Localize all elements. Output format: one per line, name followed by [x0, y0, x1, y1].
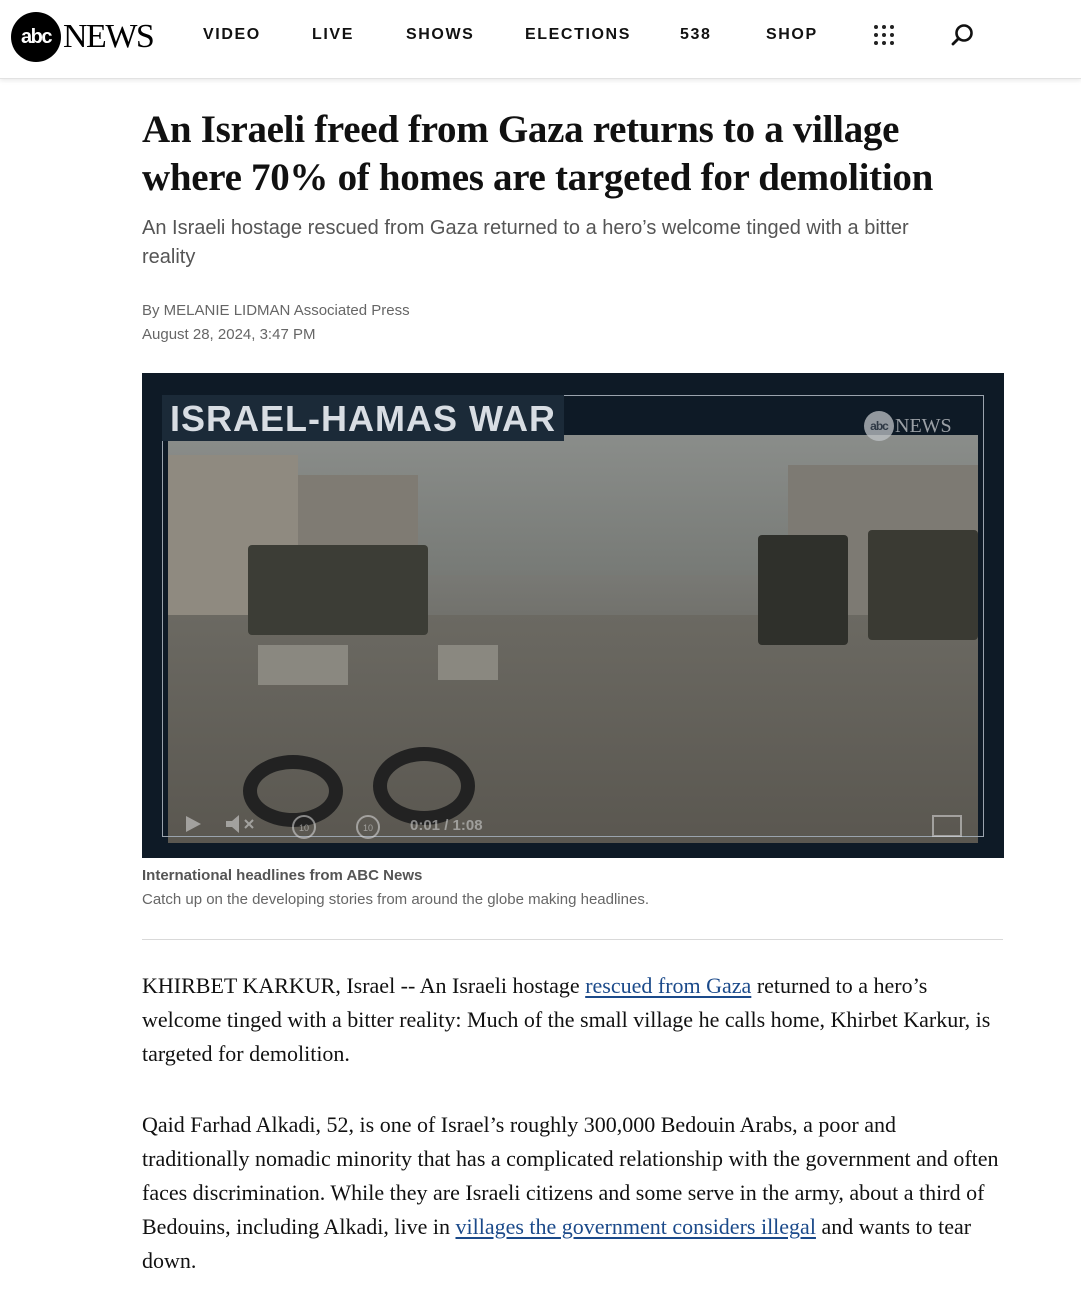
nav-shows[interactable]: SHOWS — [406, 26, 475, 43]
video-controls — [168, 805, 978, 845]
divider — [142, 939, 1003, 940]
link-rescued-from-gaza[interactable]: rescued from Gaza — [585, 973, 752, 998]
svg-text:10: 10 — [298, 823, 310, 833]
link-villages-illegal[interactable]: villages the government considers illegal — [455, 1214, 816, 1239]
logo-wordmark: NEWS — [63, 18, 154, 55]
abc-news-logo[interactable] — [11, 12, 153, 62]
article-headline: An Israeli freed from Gaza returns to a village where 70% of homes are targeted for demolition — [142, 108, 933, 199]
nav-live[interactable]: LIVE — [312, 26, 354, 43]
video-time — [410, 817, 483, 834]
watermark-mark: abc — [864, 411, 894, 441]
time-total: / 1:08 — [444, 817, 483, 834]
play-icon[interactable] — [182, 813, 204, 835]
nav-elections[interactable]: ELECTIONS — [525, 26, 631, 43]
fullscreen-icon[interactable] — [932, 815, 962, 837]
logo-mark: abc — [11, 12, 61, 62]
site-header — [0, 0, 1081, 79]
body-paragraph-1: KHIRBET KARKUR, Israel -- An Israeli hostage rescued from Gaza returned to a hero’s welcome tinged with a bitter reality: Much of the small village he calls home, Khirbet Karkur, is targeted for demolition. — [142, 973, 991, 1066]
video-watermark — [864, 411, 952, 441]
rewind-10-icon[interactable] — [290, 813, 318, 841]
article-date: August 28, 2024, 3:47 PM — [142, 326, 316, 343]
time-current: 0:01 — [410, 817, 441, 834]
video-player[interactable] — [142, 373, 1004, 858]
search-icon[interactable] — [950, 22, 976, 48]
mute-icon[interactable] — [224, 813, 258, 835]
nav-video[interactable]: VIDEO — [203, 26, 261, 43]
video-banner: ISRAEL-HAMAS WAR — [162, 395, 564, 441]
video-border-frame — [162, 395, 984, 837]
svg-text:10: 10 — [362, 823, 374, 833]
nav-538[interactable]: 538 — [680, 26, 712, 43]
article-subhead: An Israeli hostage rescued from Gaza returned to a hero’s welcome tinged with a bitter reality — [142, 217, 909, 268]
nav-shop[interactable]: SHOP — [766, 26, 818, 43]
video-caption-description: Catch up on the developing stories from around the globe making headlines. — [142, 891, 649, 908]
watermark-word: NEWS — [895, 414, 952, 437]
grid-menu-icon[interactable] — [873, 24, 895, 46]
body-paragraph-2: Qaid Farhad Alkadi, 52, is one of Israel’s roughly 300,000 Bedouin Arabs, a poor and traditionally nomadic minority that has a complicated relationship with the government and often faces discrimination. While they are Israeli citizens and some serve in the army, about a third of Bedouins, including Alkadi, live in villages the government considers illegal and wants to tear down. — [142, 1112, 999, 1273]
video-caption-title: International headlines from ABC News — [142, 867, 423, 884]
forward-10-icon[interactable] — [354, 813, 382, 841]
article-byline: By MELANIE LIDMAN Associated Press — [142, 302, 410, 319]
